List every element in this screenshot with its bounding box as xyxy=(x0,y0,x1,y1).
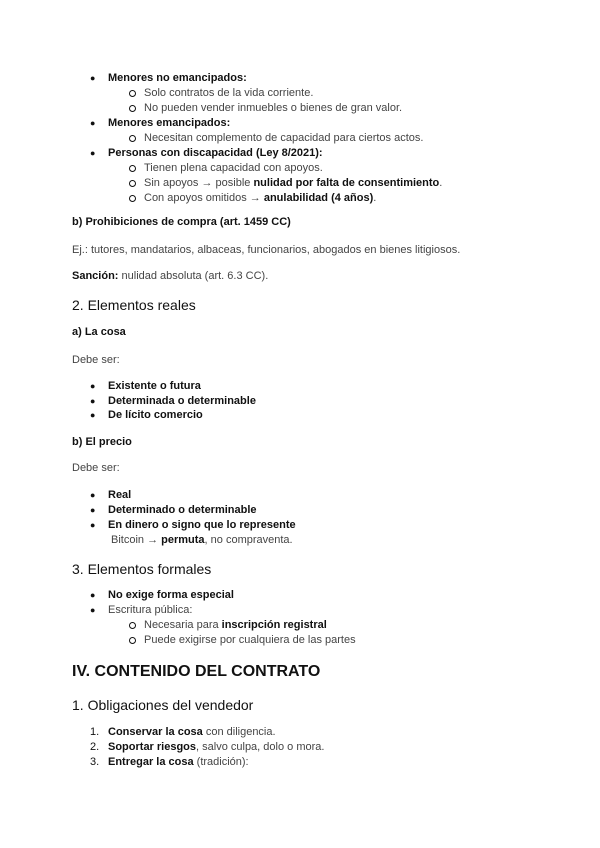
subitem-text: Con apoyos omitidos → xyxy=(144,192,264,204)
bullet-circle xyxy=(129,105,136,112)
list-subitem: Puede exigirse por cualquiera de las partes xyxy=(144,634,356,646)
list-item xyxy=(108,755,249,769)
list-item: No exige forma especial xyxy=(108,589,234,601)
item-bold: Soportar riesgos xyxy=(108,741,197,753)
list-item xyxy=(108,725,276,739)
list-subitem xyxy=(144,176,442,190)
list-subitem: Necesitan complemento de capacidad para ciertos actos. xyxy=(144,132,424,144)
item-text: (tradición): xyxy=(193,756,249,768)
bullet-dot: ● xyxy=(90,381,96,391)
bullet-circle xyxy=(129,180,136,187)
list-subitem xyxy=(144,191,376,205)
bullet-circle xyxy=(129,622,136,629)
bullet-dot: ● xyxy=(90,520,96,530)
section-heading: 2. Elementos reales xyxy=(72,297,196,313)
list-item xyxy=(108,740,324,754)
bullet-dot: ● xyxy=(90,73,96,83)
list-subitem: Tienen plena capacidad con apoyos. xyxy=(144,162,323,174)
paragraph xyxy=(72,269,268,283)
paragraph: Ej.: tutores, mandatarios, albaceas, funcionarios, abogados en bienes litigiosos. xyxy=(72,244,461,256)
bullet-circle xyxy=(129,90,136,97)
sancion-label: Sanción: xyxy=(72,270,119,282)
bullet-dot: ● xyxy=(90,505,96,515)
sancion-text: nulidad absoluta (art. 6.3 CC). xyxy=(118,270,269,282)
chapter-heading: IV. CONTENIDO DEL CONTRATO xyxy=(72,663,321,680)
subitem-bold: anulabilidad (4 años) xyxy=(263,192,374,204)
list-subitem: Solo contratos de la vida corriente. xyxy=(144,87,314,99)
bullet-circle xyxy=(129,195,136,202)
subitem-bold: nulidad por falta de consentimiento xyxy=(253,177,440,189)
list-item-label: Menores no emancipados: xyxy=(108,72,247,84)
item-bold: Conservar la cosa xyxy=(108,726,203,738)
paragraph: Debe ser: xyxy=(72,462,120,474)
list-item: Real xyxy=(108,489,132,501)
item-text: , salvo culpa, dolo o mora. xyxy=(196,741,325,753)
bullet-circle xyxy=(129,165,136,172)
list-subitem xyxy=(144,618,327,632)
paragraph xyxy=(111,533,293,547)
list-item: Determinado o determinable xyxy=(108,504,257,516)
bitcoin-text: Bitcoin → xyxy=(111,534,162,546)
bullet-dot: ● xyxy=(90,396,96,406)
subitem-text: Sin apoyos → posible xyxy=(144,177,254,189)
list-item: Escritura pública: xyxy=(108,604,193,616)
section-subheading: b) Prohibiciones de compra (art. 1459 CC) xyxy=(72,216,291,228)
item-bold: Entregar la cosa xyxy=(108,756,194,768)
section-heading: 3. Elementos formales xyxy=(72,561,212,577)
subitem-bold: inscripción registral xyxy=(221,619,327,631)
bitcoin-bold: permuta xyxy=(161,534,205,546)
section-heading: 1. Obligaciones del vendedor xyxy=(72,697,254,713)
bullet-dot: ● xyxy=(90,410,96,420)
paragraph: Debe ser: xyxy=(72,354,120,366)
bullet-dot: ● xyxy=(90,118,96,128)
section-subheading: a) La cosa xyxy=(72,326,126,338)
list-item: Determinada o determinable xyxy=(108,395,256,407)
list-number: 2. xyxy=(90,741,100,753)
subitem-text: . xyxy=(373,192,377,204)
subitem-text: . xyxy=(439,177,443,189)
section-subheading: b) El precio xyxy=(72,436,132,448)
bullet-dot: ● xyxy=(90,490,96,500)
list-number: 1. xyxy=(90,726,100,738)
bullet-circle xyxy=(129,637,136,644)
list-item: En dinero o signo que lo represente xyxy=(108,519,296,531)
list-item: Existente o futura xyxy=(108,380,201,392)
list-item: De lícito comercio xyxy=(108,409,203,421)
subitem-text: Necesaria para xyxy=(144,619,222,631)
list-subitem: No pueden vender inmuebles o bienes de gran valor. xyxy=(144,102,403,114)
bullet-circle xyxy=(129,135,136,142)
bullet-dot: ● xyxy=(90,148,96,158)
list-item-label: Personas con discapacidad (Ley 8/2021): xyxy=(108,147,323,159)
bullet-dot: ● xyxy=(90,590,96,600)
item-text: con diligencia. xyxy=(202,726,276,738)
list-number: 3. xyxy=(90,756,100,768)
list-item-label: Menores emancipados: xyxy=(108,117,231,129)
bitcoin-text: , no compraventa. xyxy=(204,534,293,546)
bullet-dot: ● xyxy=(90,605,96,615)
